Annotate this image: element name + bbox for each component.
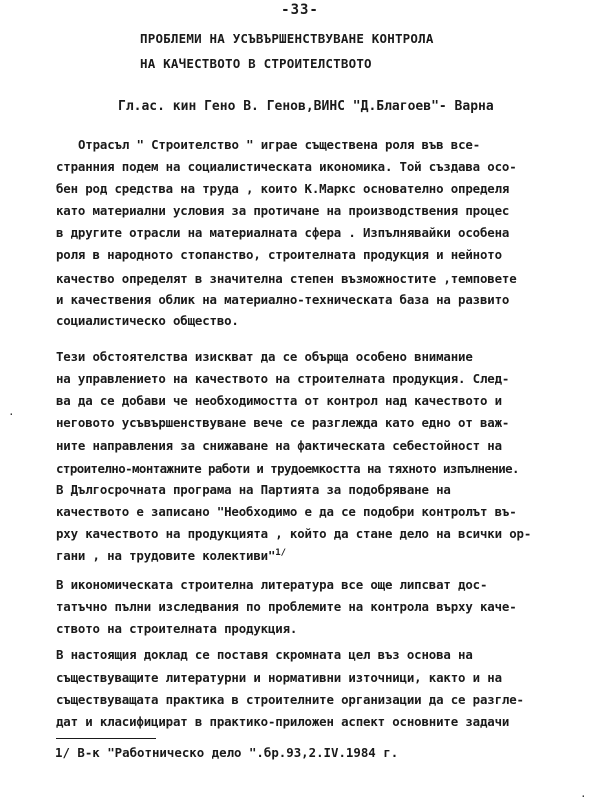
body-line-20: В икономическата строителна литература все още липсват дос-	[56, 577, 488, 592]
body-line-19-text: гани , на трудовите колективи"	[56, 548, 276, 564]
body-line-21: татъчно пълни изследвания по проблемите на контрола върху каче-	[56, 599, 517, 614]
body-line-19	[56, 548, 286, 563]
footnote-reference: 1/	[275, 548, 286, 558]
scan-speck: ·	[580, 790, 587, 803]
body-line-2: странния подем на социалистическата икономика. Той създава осо-	[56, 159, 517, 174]
body-line-3: бен род средства на труда , които К.Маркс основателно определя	[56, 181, 510, 196]
body-line-25: съществуващата практика в строителните организации да се разгле-	[56, 692, 524, 707]
footnote: 1/ В-к "Работническо дело ".бр.93,2.IV.1984 г.	[55, 745, 399, 760]
body-line-22: ството на строителната продукция.	[56, 621, 298, 636]
body-line-5: в другите отрасли на материалната сфера . Изпълнявайки особена	[56, 225, 510, 240]
title-line-1: ПРОБЛЕМИ НА УСЪВЪРШЕНСТВУВАНЕ КОНТРОЛА	[140, 31, 434, 46]
body-line-24: съществуващите литературни и нормативни източници, както и на	[56, 670, 502, 685]
body-line-13: неговото усъвършенствуване вече се разглежда като едно от важ-	[56, 415, 510, 430]
body-line-10: Тези обстоятелства изискват да се обърща особено внимание	[56, 349, 473, 364]
body-line-26: дат и класифицират в практико-приложен аспект основните задачи	[56, 714, 510, 729]
body-line-15: строително-монтажните работи и трудоемкостта на тяхното изпълнение.	[56, 461, 519, 476]
footnote-divider	[56, 738, 156, 739]
body-line-9: социалистическо общество.	[56, 313, 239, 328]
body-line-18: рху качеството на продукцията , който да стане дело на всички ор-	[56, 526, 532, 541]
body-line-16: В Дългосрочната програма на Партията за подобряване на	[56, 482, 451, 497]
body-line-11: на управлението на качеството на строителната продукция. След-	[56, 371, 510, 386]
scan-speck: ·	[8, 408, 15, 421]
author-line: Гл.ас. кин Гено В. Генов,ВИНС "Д.Благоев"- Варна	[118, 99, 494, 114]
body-line-23: В настоящия доклад се поставя скромната цел въз основа на	[56, 647, 473, 662]
body-line-4: като материални условия за протичане на производствения процес	[56, 203, 510, 218]
body-line-12: ва да се добави че необходимостта от контрол над качеството и	[56, 393, 502, 408]
page-number: -33-	[281, 2, 319, 18]
body-line-14: ните направления за снижаване на фактическата себестойност на	[56, 438, 502, 453]
title-line-2: НА КАЧЕСТВОТО В СТРОИТЕЛСТВОТО	[140, 56, 372, 71]
body-line-8: и качествения облик на материално-техническата база на развито	[56, 292, 510, 307]
body-line-7: качество определят в значителна степен възможностите ,темповете	[56, 271, 517, 286]
body-line-6: роля в народното стопанство, строителната продукция и нейното	[56, 247, 502, 262]
body-line-1: Отрасъл " Строителство " играе съществена роля във все-	[78, 137, 481, 152]
body-line-17: качеството е записано "Необходимо е да се подобри контролът въ-	[56, 504, 517, 519]
